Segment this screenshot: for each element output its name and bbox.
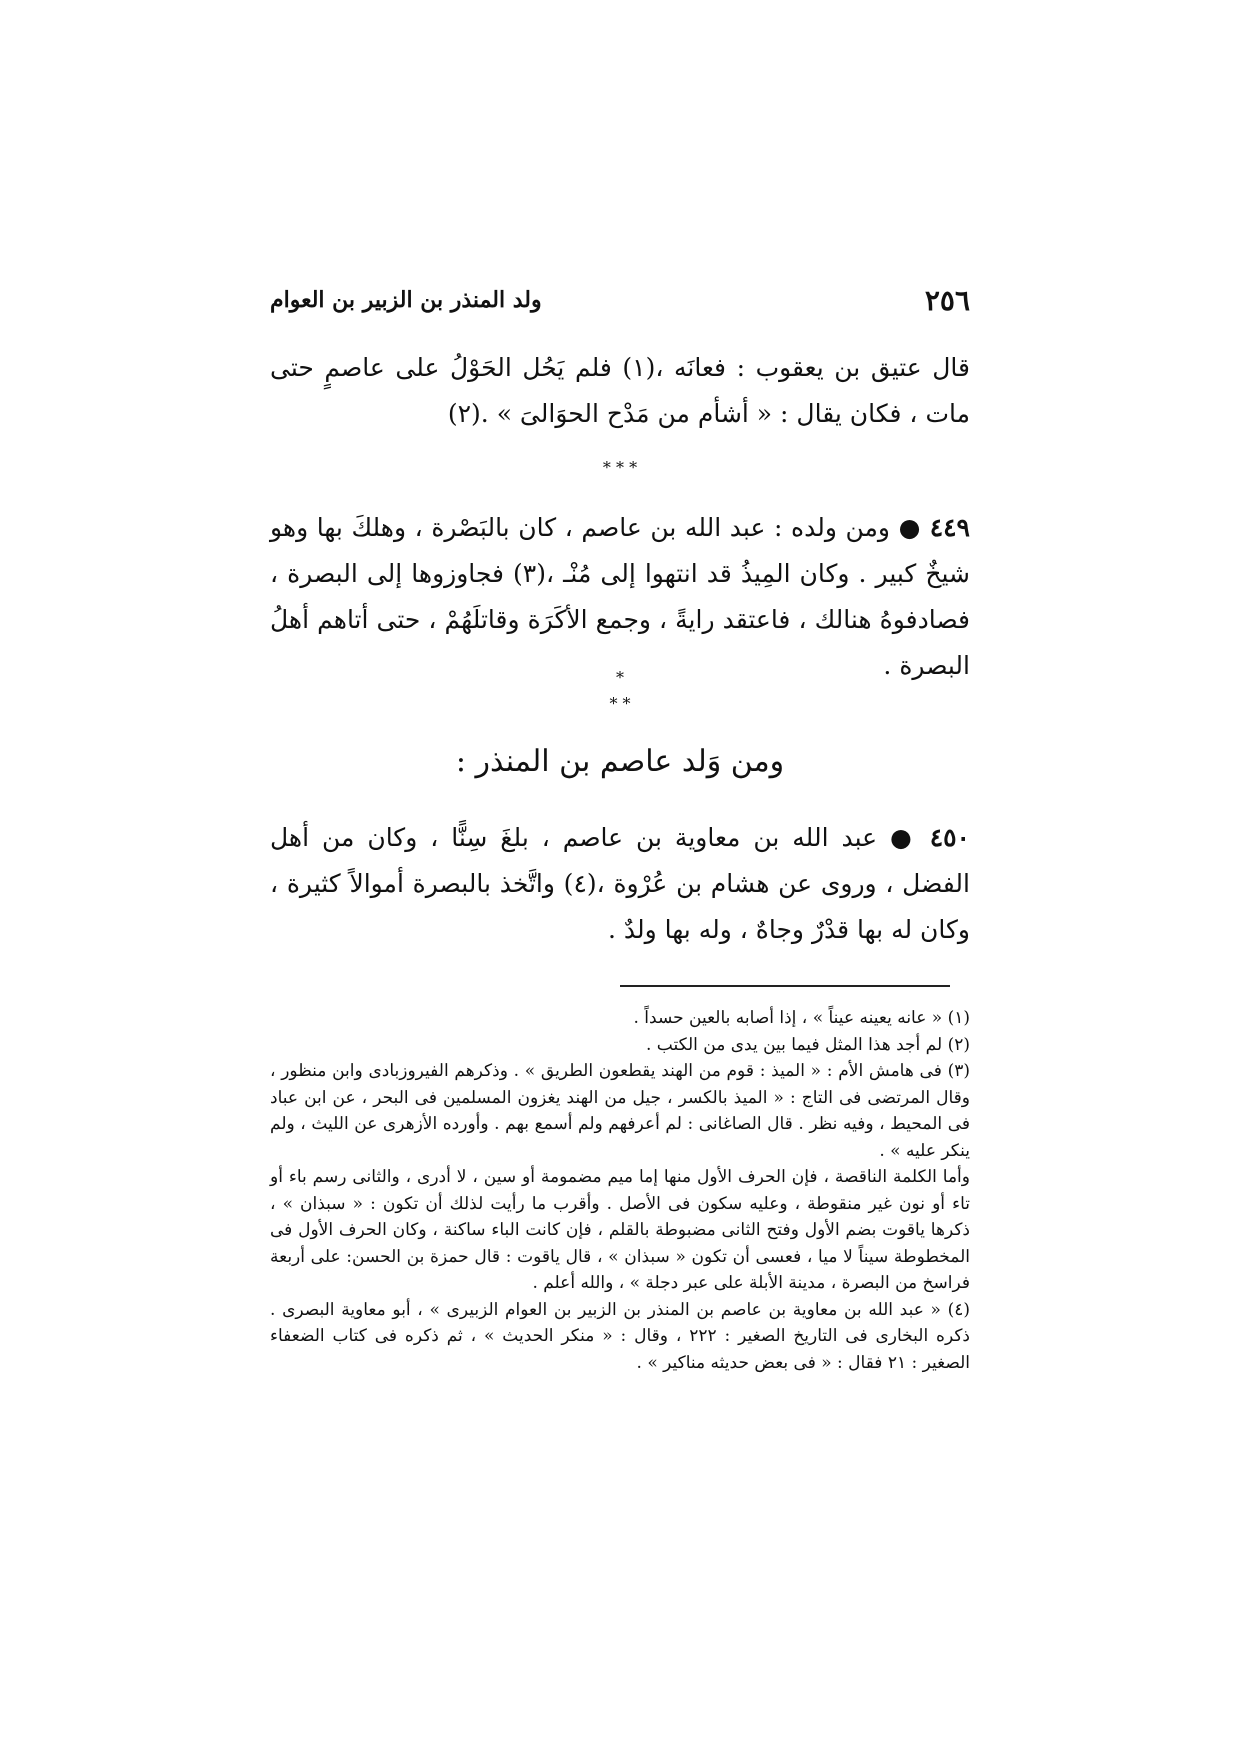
footnote-4: (٤) « عبد الله بن معاوية بن عاصم بن المنذر بن الزبير بن العوام الزبيرى » ، أبو معاوية البصرى . ذكره البخارى فى التاريخ الصغير : ٢٢٢ ، وقال : « منكر الحديث » ، ثم ذكره فى كتاب الضعفاء الصغير : ٢١ فقال : « فى بعض حديثه مناكير » . <box>270 1299 970 1373</box>
paragraph-449 <box>270 505 970 689</box>
bullet-icon: ● <box>898 513 922 542</box>
footnote-3-continued: وأما الكلمة الناقصة ، فإن الحرف الأول منها إما ميم مضمومة أو سين ، لا أدرى ، والثانى رسم باء أو تاء أو نون غير منقوطة ، وعليه سكون فى الأصل . وأقرب ما رأيت لذلك أن تكون : « سبذان » ، ذكرها ياقوت بضم الأول وفتح الثانى مضبوطة بالقلم ، فإن كانت الباء ساكنة ، وكان الحرف الأول فى المخطوطة سيناً لا ميا ، فعسى أن تكون « سبذان » ، قال ياقوت : قال حمزة بن الحسن: على أربعة فراسخ من البصرة ، مدينة الأبلة على عبر دجلة » ، والله أعلم . <box>270 1167 970 1293</box>
separator-star-top: * <box>616 668 624 687</box>
paragraph-text: ومن ولده : عبد الله بن عاصم ، كان بالبَصْرة ، وهلكَ بها وهو شيخٌ كبير . وكان المِيذُ قد انتهوا إلى مُنْـ ،(٣) فجاوزوها إلى البصرة ، فصادفوهُ هنالك ، فاعتقد رايةً ، وجمع الأكَرَة وقاتلَهُمْ ، حتى أتاهم أهلُ البصرة . <box>270 513 970 680</box>
bullet-icon: ● <box>889 823 917 852</box>
separator-stars-bottom: * * <box>609 694 631 713</box>
footnotes <box>270 1005 970 1376</box>
paragraph-number: ٤٤٩ <box>929 513 970 542</box>
separator-stars: * * * <box>602 458 638 477</box>
footnote-2: (٢) لم أجد هذا المثل فيما بين يدى من الكتب . <box>645 1034 970 1055</box>
running-title: ولد المنذر بن الزبير بن العوام <box>270 287 542 313</box>
footnote-1: (١) « عانه يعينه عيناً » ، إذا أصابه بالعين حسداً . <box>633 1008 970 1028</box>
page-number: ٢٥٦ <box>924 283 970 317</box>
footnote-3: (٣) فى هامش الأم : « الميذ : قوم من الهند يقطعون الطريق » . وذكرهم الفيروزبادى وابن منظور ، وقال المرتضى فى التاج : « الميذ بالكسر ، جيل من الهند يغزون المسلمين فى البحر ، عن ابن عباد فى المحيط ، وفيه نظر . قال الصاغانى : لم أعرفهم ولم أسمع بهم . وأورده الأزهرى عن الليث ، ولم ينكر عليه » . <box>270 1061 970 1161</box>
paragraph-450 <box>270 815 970 953</box>
page-header <box>270 280 970 320</box>
paragraph-top: قال عتيق بن يعقوب : فعانَه ،(١) فلم يَحُل الحَوْلُ على عاصمٍ حتى مات ، فكان يقال : « أشأم من مَدْح الحوَالىَ » .(٢) <box>270 353 971 428</box>
footnote-divider <box>620 985 950 987</box>
paragraph-text: عبد الله بن معاوية بن عاصم ، بلغَ سِنًّا ، وكان من أهل الفضل ، وروى عن هشام بن عُرْوة ،(٤) واتَّخذ بالبصرة أموالاً كثيرة ، وكان له بها قدْرٌ وجاهٌ ، وله بها ولدٌ . <box>270 823 970 944</box>
paragraph-number: ٤٥٠ <box>929 823 970 852</box>
section-heading: ومن وَلد عاصم بن المنذر : <box>455 744 785 779</box>
